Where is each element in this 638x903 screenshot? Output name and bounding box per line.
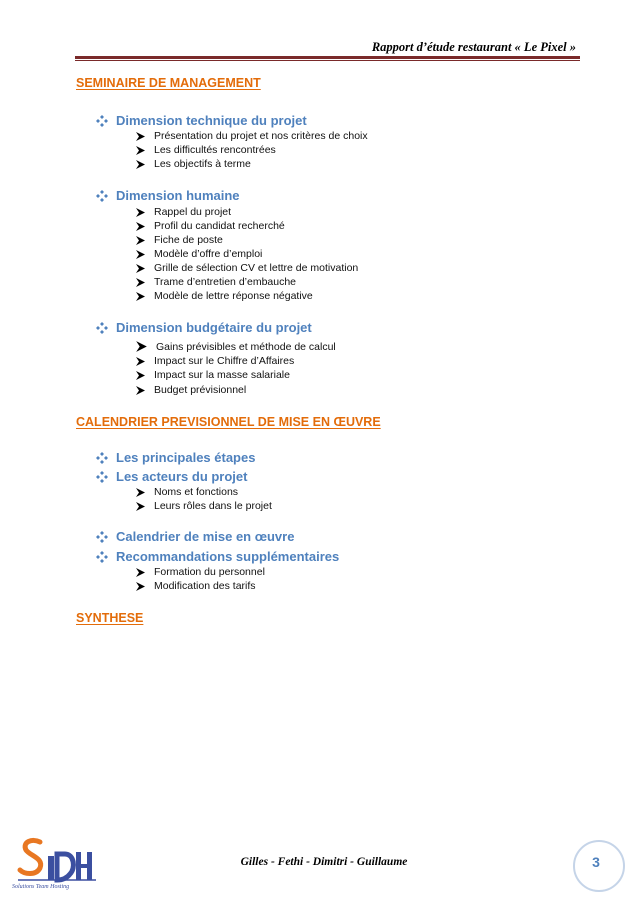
section-title-calendrier: CALENDRIER PREVISIONNEL DE MISE EN ŒUVRE	[76, 415, 381, 429]
footer-authors: Gilles - Fethi - Dimitri - Guillaume	[240, 856, 408, 868]
arrow-bullet-icon	[135, 340, 148, 353]
arrow-bullet-icon	[135, 370, 146, 381]
list-item-text: Profil du candidat recherché	[154, 220, 285, 232]
subheading-etapes	[96, 450, 255, 465]
subheading-humaine	[96, 188, 240, 203]
diamond-bullet-icon	[96, 115, 108, 127]
diamond-bullet-icon	[96, 471, 108, 483]
arrow-bullet-icon	[135, 159, 146, 170]
subheading-recommandations	[96, 549, 339, 564]
list-item-text: Modèle d’offre d’emploi	[154, 248, 263, 260]
list-item	[135, 234, 223, 246]
list-item-text: Noms et fonctions	[154, 486, 239, 498]
list-item-text: Fiche de poste	[154, 234, 223, 246]
subheading-mise-en-oeuvre	[96, 529, 294, 544]
list-item	[135, 580, 256, 592]
list-item-text: Leurs rôles dans le projet	[154, 500, 272, 512]
section-title-seminaire: SEMINAIRE DE MANAGEMENT	[76, 76, 261, 90]
arrow-bullet-icon	[135, 221, 146, 232]
subheading-text: Dimension budgétaire du projet	[116, 320, 312, 335]
arrow-bullet-icon	[135, 567, 146, 578]
list-item	[135, 130, 368, 142]
list-item-text: Trame d’entretien d’embauche	[154, 276, 297, 288]
subheading-budgetaire	[96, 320, 312, 335]
list-item	[135, 290, 313, 302]
list-item	[135, 276, 296, 288]
list-item-text: Budget prévisionnel	[154, 384, 247, 396]
list-item	[135, 158, 251, 170]
list-item-text: Modification des tarifs	[154, 580, 256, 592]
section-title-synthese: SYNTHESE	[76, 611, 144, 625]
subheading-acteurs	[96, 469, 247, 484]
page-number: 3	[592, 854, 600, 870]
diamond-bullet-icon	[96, 190, 108, 202]
list-item-text: Présentation du projet et nos critères de choix	[154, 130, 368, 142]
list-item-text: Impact sur la masse salariale	[154, 369, 290, 381]
arrow-bullet-icon	[135, 277, 146, 288]
list-item	[135, 355, 294, 367]
list-item-text: Grille de sélection CV et lettre de motivation	[154, 262, 359, 274]
subheading-technique	[96, 113, 307, 128]
subheading-text: Dimension humaine	[116, 188, 240, 203]
list-item	[135, 369, 290, 381]
subheading-text: Les principales étapes	[116, 450, 256, 465]
list-item-text: Rappel du projet	[154, 206, 232, 218]
list-item-text: Gains prévisibles et méthode de calcul	[156, 340, 336, 353]
header-rule	[75, 56, 580, 59]
list-item	[135, 486, 238, 498]
diamond-bullet-icon	[96, 531, 108, 543]
list-item	[135, 144, 276, 156]
list-item	[135, 220, 285, 232]
list-item-text: Impact sur le Chiffre d’Affaires	[154, 355, 295, 367]
logo-caption: Solutions Team Hosting	[12, 884, 70, 890]
header-title: Rapport d’étude restaurant « Le Pixel »	[371, 40, 576, 54]
subheading-text: Calendrier de mise en œuvre	[116, 529, 295, 544]
arrow-bullet-icon	[135, 356, 146, 367]
arrow-bullet-icon	[135, 581, 146, 592]
subheading-text: Recommandations supplémentaires	[116, 549, 340, 564]
arrow-bullet-icon	[135, 145, 146, 156]
list-item	[135, 500, 272, 512]
arrow-bullet-icon	[135, 207, 146, 218]
arrow-bullet-icon	[135, 249, 146, 260]
list-item	[135, 340, 336, 353]
list-item-text: Les difficultés rencontrées	[154, 144, 276, 156]
list-item	[135, 384, 246, 396]
subheading-text: Dimension technique du projet	[116, 113, 307, 128]
diamond-bullet-icon	[96, 452, 108, 464]
arrow-bullet-icon	[135, 385, 146, 396]
list-item	[135, 206, 231, 218]
list-item-text: Modèle de lettre réponse négative	[154, 290, 313, 302]
list-item-text: Formation du personnel	[154, 566, 265, 578]
arrow-bullet-icon	[135, 131, 146, 142]
arrow-bullet-icon	[135, 263, 146, 274]
diamond-bullet-icon	[96, 322, 108, 334]
header-rule-thin	[75, 60, 580, 61]
arrow-bullet-icon	[135, 501, 146, 512]
arrow-bullet-icon	[135, 235, 146, 246]
list-item	[135, 248, 262, 260]
list-item-text: Les objectifs à terme	[154, 158, 251, 170]
arrow-bullet-icon	[135, 487, 146, 498]
diamond-bullet-icon	[96, 551, 108, 563]
list-item	[135, 262, 358, 274]
list-item	[135, 566, 265, 578]
subheading-text: Les acteurs du projet	[116, 469, 248, 484]
arrow-bullet-icon	[135, 291, 146, 302]
